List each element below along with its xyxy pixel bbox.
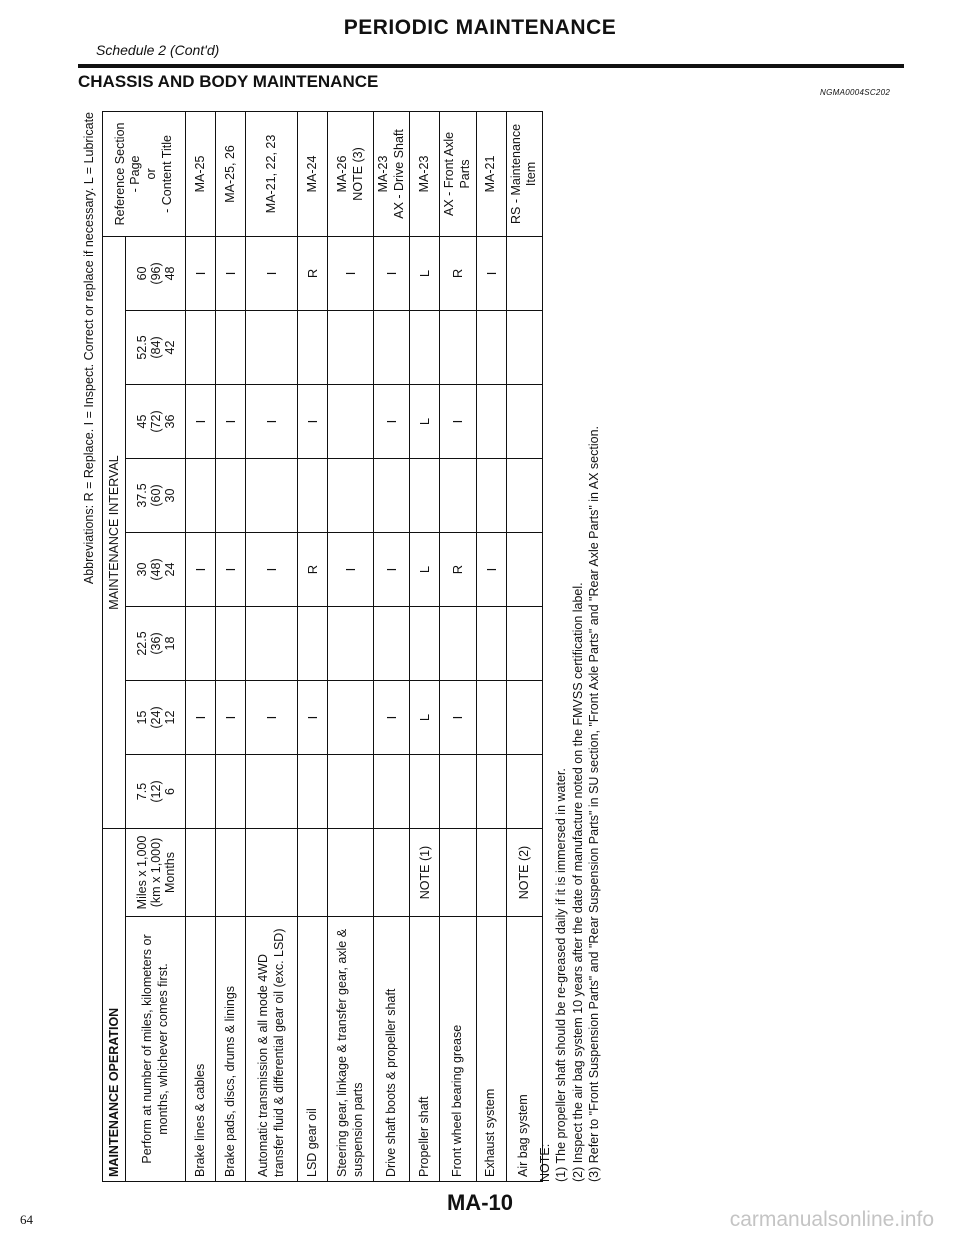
interval-cell [328,681,374,755]
section-title: CHASSIS AND BODY MAINTENANCE [78,72,379,91]
units-line: Months [162,852,177,893]
interval-miles: 7.5 [134,782,149,801]
note-item: (1) The propeller shaft should be re-greased daily if it is immersed in water. [554,768,569,1182]
interval-cell: I [216,533,246,607]
operation-note [374,829,410,917]
note-item: (2) Inspect the air bag system 10 years after the date of manufacture noted on the FMVSS certification label. [570,582,585,1182]
operation-name: Brake lines & cables [186,917,216,1182]
operation-name: Air bag system [506,917,542,1182]
operation-name: Steering gear, linkage & transfer gear, axle & suspension parts [328,917,374,1182]
interval-cell: I [374,681,410,755]
units-line: Miles x 1,000 [134,835,149,910]
interval-col [126,236,186,310]
reference-line: MA-23 [416,155,431,193]
ref-header-line: or [144,168,158,180]
reference-line: MA-21, 22, 23 [263,134,278,214]
interval-km: (72) [148,410,163,433]
interval-cell: I [186,533,216,607]
interval-cell [328,311,374,385]
interval-cell: I [440,385,476,459]
interval-cell [374,311,410,385]
interval-cell: I [246,236,298,310]
reference-cell [476,111,506,236]
interval-cell: I [246,533,298,607]
interval-cell [246,607,298,681]
interval-cell: I [374,385,410,459]
interval-cell [298,607,328,681]
interval-miles: 45 [134,414,149,429]
interval-months: 18 [162,636,177,651]
interval-months: 24 [162,562,177,577]
interval-miles: 15 [134,710,149,725]
interval-cell [328,459,374,533]
interval-cell: R [298,236,328,310]
interval-cell [216,311,246,385]
reference-cell [374,111,410,236]
reference-cell [328,111,374,236]
interval-cell [328,385,374,459]
interval-col [126,385,186,459]
maintenance-schedule-block [82,112,612,1182]
interval-col [126,755,186,829]
operation-note [328,829,374,917]
interval-cell [186,607,216,681]
interval-miles: 30 [134,562,149,577]
operation-note: NOTE (1) [410,829,440,917]
interval-cell: R [440,533,476,607]
interval-cell [476,385,506,459]
interval-cell: I [476,533,506,607]
interval-cell [476,459,506,533]
interval-cell: I [246,385,298,459]
interval-cell: I [216,385,246,459]
ref-header-line: - Page [128,155,143,193]
interval-cell: I [440,681,476,755]
interval-cell: I [186,236,216,310]
reference-line: AX - Front Axle Parts [442,131,472,216]
interval-cell [374,755,410,829]
interval-months: 48 [162,266,177,281]
interval-cell [216,459,246,533]
interval-cell [298,311,328,385]
interval-cell: I [186,385,216,459]
table-row [246,111,298,1181]
interval-cell: I [246,681,298,755]
interval-cell [476,755,506,829]
page-code: MA-10 [446,1190,513,1215]
interval-cell [410,755,440,829]
perform-instruction: Perform at number of miles, kilometers or months, whichever comes first. [126,917,186,1182]
table-row [410,111,440,1181]
interval-col [126,459,186,533]
interval-col [126,533,186,607]
abbreviations-legend: Abbreviations: R = Replace. I = Inspect. Correct or replace if necessary. L = Lubricate [82,112,96,585]
reference-cell [440,111,476,236]
interval-cell: L [410,533,440,607]
interval-cell [298,755,328,829]
interval-cell: I [298,385,328,459]
interval-cell [476,607,506,681]
interval-col [126,607,186,681]
interval-cell [476,681,506,755]
interval-cell [246,459,298,533]
operation-note [476,829,506,917]
interval-cell [440,459,476,533]
interval-cell [216,755,246,829]
interval-months: 6 [162,788,177,795]
interval-months: 30 [162,488,177,503]
interval-cell [374,459,410,533]
interval-cell [328,755,374,829]
interval-km: (36) [148,632,163,655]
reference-line: MA-21 [483,155,498,193]
interval-months: 12 [162,710,177,725]
table-row [374,111,410,1181]
document-code: NGMA0004SC202 [820,88,891,97]
interval-cell [440,607,476,681]
operation-name: Front wheel bearing grease [440,917,476,1182]
reference-cell [298,111,328,236]
ref-header-line: Reference Section [112,122,127,226]
watermark: carmanualsonline.info [729,1208,934,1231]
ref-header-line: - Content Title [159,135,174,213]
interval-cell [246,755,298,829]
operation-name: Drive shaft boots & propeller shaft [374,917,410,1182]
operation-header: MAINTENANCE OPERATION [103,829,126,1182]
operation-note [440,829,476,917]
interval-cell [216,607,246,681]
interval-cell [374,607,410,681]
interval-cell [186,311,216,385]
operation-name: LSD gear oil [298,917,328,1182]
reference-line: RS - Maintenance Item [508,123,539,224]
interval-km: (48) [148,558,163,581]
table-row [186,111,216,1181]
interval-cell [186,755,216,829]
interval-col [126,311,186,385]
reference-header [103,111,186,236]
interval-cell: I [374,236,410,310]
interval-cell [410,311,440,385]
maintenance-table [102,111,543,1182]
table-row [328,111,374,1181]
operation-note [186,829,216,917]
interval-cell: I [216,236,246,310]
reference-line: MA-26 [334,155,349,193]
interval-miles: 60 [134,266,149,281]
operation-note: NOTE (2) [506,829,542,917]
interval-cell: I [374,533,410,607]
interval-cell [246,311,298,385]
interval-cell [410,607,440,681]
units-line: (km x 1,000) [148,837,163,908]
operation-name: Propeller shaft [410,917,440,1182]
interval-months: 42 [162,340,177,355]
interval-cell: I [298,681,328,755]
interval-cell [328,607,374,681]
interval-cell: L [410,385,440,459]
interval-cell [476,311,506,385]
reference-cell [246,111,298,236]
reference-line: AX - Drive Shaft [391,129,406,219]
interval-miles: 22.5 [134,631,149,656]
interval-cell: I [476,236,506,310]
operation-note [246,829,298,917]
reference-cell [186,111,216,236]
interval-cell: L [410,236,440,310]
note-item: (3) Refer to "Front Suspension Parts" and "Rear Suspension Parts" in SU section, "Front Axle Parts" and "Rear Axle Parts" in AX section. [586,426,601,1182]
interval-cell [440,311,476,385]
reference-line: MA-25 [192,155,207,193]
reference-line: MA-23 [376,155,390,193]
interval-months: 36 [162,414,177,429]
interval-header: MAINTENANCE INTERVAL [103,236,126,828]
interval-km: (96) [148,262,163,285]
interval-km: (60) [148,484,163,507]
notes-block [537,112,602,1182]
reference-cell [216,111,246,236]
notes-heading: NOTE: [538,1143,552,1182]
table-row [216,111,246,1181]
operation-note [298,829,328,917]
table-row [476,111,506,1181]
page-title: PERIODIC MAINTENANCE [343,16,617,39]
interval-cell: R [440,236,476,310]
interval-cell: I [328,236,374,310]
operation-name: Exhaust system [476,917,506,1182]
interval-cell: I [328,533,374,607]
interval-km: (24) [148,706,163,729]
interval-col [126,681,186,755]
interval-cell: L [410,681,440,755]
page-number: 64 [20,1212,33,1227]
page-subtitle: Schedule 2 (Cont'd) [96,42,220,58]
operation-note [216,829,246,917]
interval-units [126,829,186,917]
interval-km: (84) [148,336,163,359]
header-rule [78,64,904,68]
interval-km: (12) [148,780,163,803]
table-row [298,111,328,1181]
interval-cell [298,459,328,533]
reference-cell [410,111,440,236]
interval-miles: 37.5 [134,483,149,508]
interval-cell [186,459,216,533]
interval-miles: 52.5 [134,335,149,360]
interval-cell: I [216,681,246,755]
reference-line: NOTE (3) [350,147,365,201]
table-row [440,111,476,1181]
interval-cell [410,459,440,533]
interval-cell: R [298,533,328,607]
interval-cell: I [186,681,216,755]
operation-name: Brake pads, discs, drums & linings [216,917,246,1182]
interval-cell [440,755,476,829]
operation-name: Automatic transmission & all mode 4WD transfer fluid & differential gear oil (exc. LSD) [246,917,298,1182]
reference-line: MA-24 [304,155,319,193]
reference-line: MA-25, 26 [222,145,237,203]
